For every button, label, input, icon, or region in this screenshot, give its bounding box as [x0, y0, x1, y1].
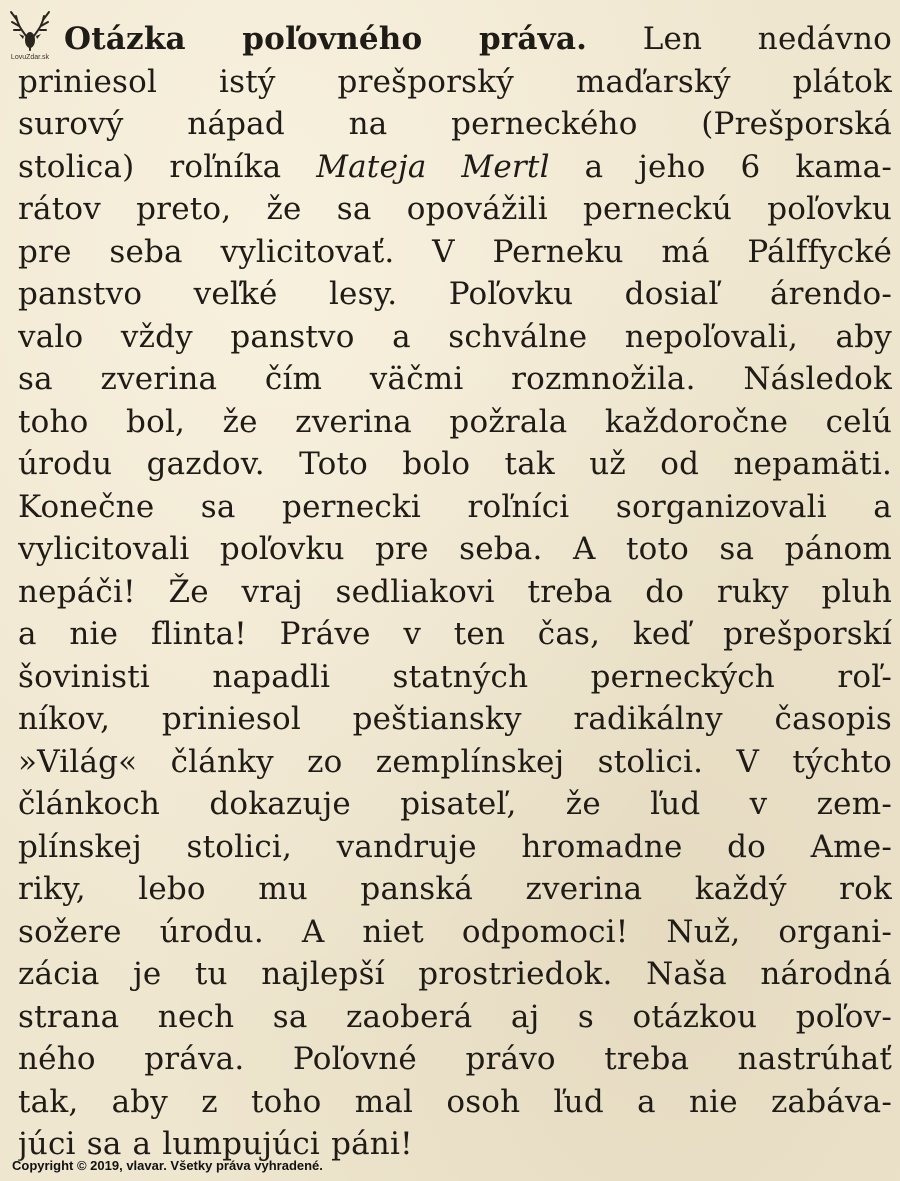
line-text: priniesol istý prešporský maďarský plátok [18, 63, 892, 100]
text-line [18, 316, 892, 359]
text-line [18, 868, 892, 911]
line-text: ného práva. Poľovné právo treba nastrúhať [18, 1041, 892, 1077]
text-line [18, 996, 892, 1039]
text-line [18, 103, 892, 146]
line-text: vylicitovali poľovku pre seba. A toto sa pánom [18, 531, 892, 567]
line-text: úrodu gazdov. Toto bolo tak už od nepamäti. [18, 446, 892, 482]
line-text: rátov preto, že sa opovážili perneckú poľovku [18, 191, 892, 227]
text-line [18, 656, 892, 699]
line-text: strana nech sa zaoberá aj s otázkou poľov- [18, 998, 892, 1035]
line-text: toho bol, že zverina požrala každoročne celú [18, 403, 892, 440]
text-line [18, 273, 892, 316]
text-line [18, 911, 892, 954]
text-line [18, 61, 892, 104]
line-text: níkov, priniesol peštiansky radikálny časopis [18, 701, 892, 737]
text-line [18, 443, 892, 486]
copyright-notice: Copyright © 2019, vlavar. Všetky práva vyhradené. [12, 1158, 323, 1173]
line-text: júci sa a lumpujúci páni! [18, 1126, 413, 1162]
text-line [18, 486, 892, 529]
text-line [18, 528, 892, 571]
text-line [18, 231, 892, 274]
text-line [18, 571, 892, 614]
line-text: pre seba vylicitovať. V Perneku má Pálffycké [18, 233, 892, 270]
text-line [18, 188, 892, 231]
text-line [18, 401, 892, 444]
line-text: »Világ« články zo zemplínskej stolici. V týchto [18, 743, 892, 780]
line-text: a jeho 6 kama- [549, 148, 892, 185]
person-name: Mateja Mertl [316, 148, 550, 185]
text-line [18, 1038, 892, 1081]
line-text: panstvo veľké lesy. Poľovku dosiaľ árendo- [18, 276, 892, 312]
line-text: riky, lebo mu panská zverina každý rok [18, 871, 892, 907]
text-line [18, 613, 892, 656]
line-text: valo vždy panstvo a schválne nepoľovali, aby [18, 318, 892, 355]
line-text: surový nápad na perneckého (Prešporská [18, 106, 892, 142]
line-text: nepáči! Že vraj sedliakovi treba do ruky pluh [18, 573, 892, 610]
article-body [18, 18, 892, 1166]
text-line [18, 826, 892, 869]
text-line [18, 953, 892, 996]
text-line [18, 783, 892, 826]
logo-label: LovuZdar.sk [10, 54, 50, 61]
line-text: článkoch dokazuje pisateľ, že ľud v zem- [18, 786, 892, 822]
article [18, 18, 892, 1166]
text-line [18, 1081, 892, 1124]
line-text: sa zverina čím väčmi rozmnožila. Následok [18, 361, 892, 397]
line-text: sožere úrodu. A niet odpomoci! Nuž, organi- [18, 913, 892, 950]
text-line [18, 358, 892, 401]
text-line [18, 741, 892, 784]
line-text: tak, aby z toho mal osoh ľud a nie zabáva- [18, 1083, 892, 1120]
line-text: zácia je tu najlepší prostriedok. Naša národná [18, 956, 892, 992]
text-line [18, 18, 892, 61]
line-text: šovinisti napadli statných perneckých roľ- [18, 658, 892, 695]
line-text: Len nedávno [587, 21, 892, 57]
line-text: plínskej stolici, vandruje hromadne do Ame- [18, 828, 892, 865]
line-text: stolica) roľníka [18, 148, 317, 185]
text-line [18, 146, 892, 189]
line-text: a nie flinta! Práve v ten čas, keď prešporskí [18, 616, 892, 652]
text-line [18, 698, 892, 741]
line-text: Konečne sa pernecki roľníci sorganizovali a [18, 488, 892, 525]
article-title: Otázka poľovného práva. [64, 21, 588, 57]
